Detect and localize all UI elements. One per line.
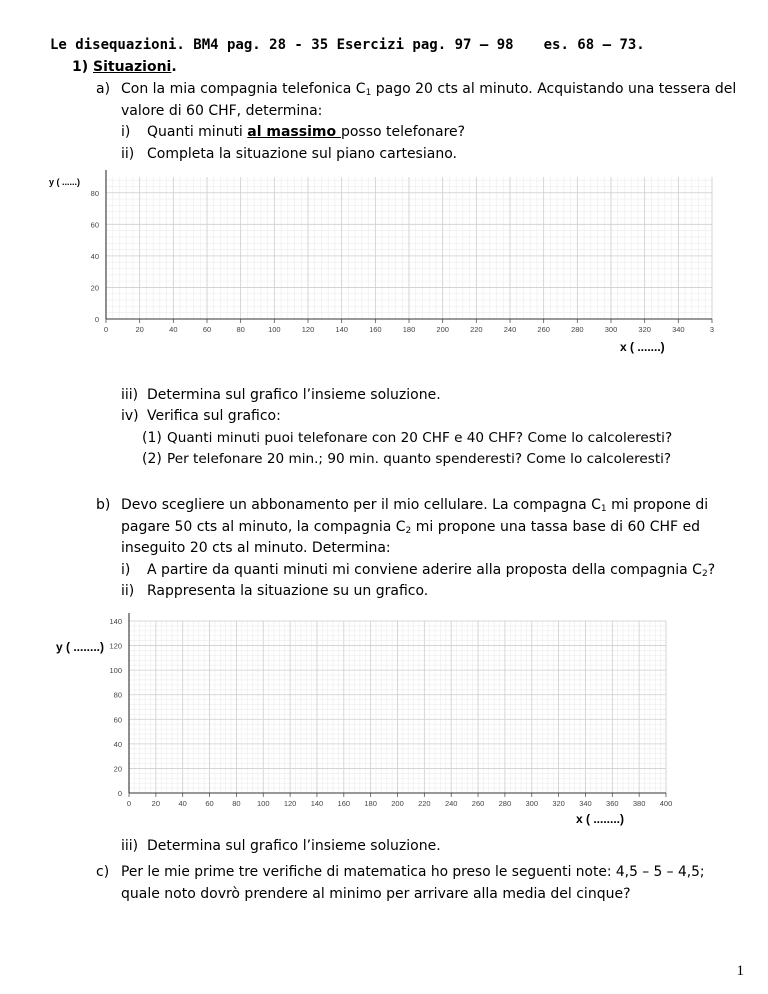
- b-i-before: A partire da quanti minuti mi conviene aderire alla proposta della compagnia C: [147, 562, 702, 578]
- b-i-after: ?: [707, 562, 716, 578]
- a-i-after: posso telefonare?: [340, 124, 466, 140]
- exercise-b-line1: [121, 497, 708, 514]
- section-label: Situazioni: [93, 59, 172, 75]
- a-ii-num: ii): [121, 146, 135, 162]
- a-iii-num: iii): [121, 387, 139, 403]
- a-iv-1-text: Quanti minuti puoi telefonare con 20 CHF e 40 CHF? Come lo calcoleresti?: [167, 430, 673, 446]
- chart-a-y-tick-label: 40: [90, 251, 99, 261]
- b-i-sub: 2: [701, 569, 708, 579]
- title-text: Le disequazioni. BM4 pag. 28 - 35 Esercizi pag. 97 – 98: [50, 37, 514, 53]
- a-iv-1-num: (1): [142, 430, 162, 446]
- a-ii-text: Completa la situazione sul piano cartesiano.: [147, 146, 457, 162]
- chart-a-y-tick-label: 80: [90, 188, 99, 198]
- chart-b-x-tick-label: 260: [471, 799, 485, 808]
- chart-a-x-tick-label: 120: [301, 325, 315, 334]
- section-heading: [72, 59, 177, 75]
- exercise-a-line2: valore di 60 CHF, determina:: [121, 103, 323, 119]
- a-iv-text: Verifica sul grafico:: [147, 408, 281, 424]
- chart-b-grid: [0, 608, 768, 830]
- chart-b-x-tick-label: 340: [579, 799, 592, 808]
- chart-b-y-tick-label: 60: [113, 715, 122, 725]
- chart-a-x-tick-label: 280: [571, 325, 584, 334]
- chart-b-x-tick-label: 20: [151, 799, 161, 808]
- chart-b-x-tick-label: 80: [232, 799, 241, 808]
- exercise-c-label: c): [96, 864, 110, 880]
- chart-b-x-tick-label: 120: [283, 799, 297, 808]
- chart-a-x-tick-label: 0: [103, 325, 109, 334]
- chart-b-x-tick-label: 160: [337, 799, 351, 808]
- chart-a-x-tick-label: 60: [202, 325, 212, 334]
- chart-a-x-tick-label: 340: [672, 325, 685, 334]
- chart-a-ylabel: y ( ......): [49, 177, 81, 187]
- chart-a-x-tick-label: 100: [268, 325, 281, 334]
- chart-b-x-tick-label: 0: [126, 799, 132, 808]
- chart-b-x-tick-label: 240: [444, 799, 458, 808]
- chart-b-x-tick-label: 140: [310, 799, 324, 808]
- b-ii-num: ii): [121, 583, 135, 599]
- chart-a-x-tick-label: 320: [638, 325, 651, 334]
- a-iv-num: iv): [121, 408, 139, 424]
- b-iii-text: Determina sul grafico l’insieme soluzione.: [147, 838, 441, 854]
- exercise-b-label: b): [96, 497, 111, 513]
- chart-b-x-tick-label: 220: [418, 799, 431, 808]
- exercise-a-label: a): [96, 81, 111, 97]
- chart-b-y-tick-label: 100: [109, 666, 122, 676]
- chart-b-y-tick-label: 0: [117, 789, 122, 798]
- chart-b-x-tick-label: 180: [364, 799, 377, 808]
- a-i-underlined: al massimo: [247, 124, 341, 140]
- b-l2-sub: 2: [405, 526, 412, 536]
- a-i-before: Quanti minuti: [147, 124, 248, 140]
- chart-b-y-tick-label: 140: [109, 617, 122, 626]
- chart-a-xlabel: x ( .......): [620, 340, 665, 354]
- chart-b-xlabel: x ( ........): [576, 812, 625, 826]
- exercise-c-line2: quale noto dovrò prendere al minimo per arrivare alla media del cinque?: [121, 886, 631, 902]
- chart-a-x-tick-label: 80: [236, 325, 245, 334]
- a-i-question: [147, 124, 465, 140]
- chart-a-x-tick-label: 220: [470, 325, 483, 334]
- chart-a-y-tick-label: 60: [90, 220, 99, 230]
- chart-b-x-tick-label: 200: [391, 799, 404, 808]
- chart-b-x-tick-label: 400: [659, 799, 673, 808]
- chart-b-x-tick-label: 280: [498, 799, 512, 808]
- chart-a-x-tick-label: 240: [503, 325, 517, 334]
- chart-a-x-tick-label: 40: [169, 325, 178, 334]
- exercise-b-line2: [121, 519, 700, 536]
- chart-a-x-tick-label: 140: [335, 325, 348, 334]
- a-text1-before: Con la mia compagnia telefonica C: [121, 81, 366, 97]
- chart-b-x-tick-label: 320: [552, 799, 565, 808]
- chart-a-x-tick-label: 300: [604, 325, 618, 334]
- chart-a-x-tick-label: 160: [369, 325, 382, 334]
- a-iv-2-text: Per telefonare 20 min.; 90 min. quanto spenderesti? Come lo calcoleresti?: [167, 451, 672, 467]
- b-i-question: [147, 562, 715, 579]
- b-i-num: i): [121, 562, 131, 578]
- b-l2-after: mi propone una tassa base di 60 CHF ed: [411, 519, 701, 535]
- chart-a-x-tick-label: 180: [402, 325, 416, 334]
- page-number: 1: [736, 963, 744, 979]
- b-l1-sub: 1: [600, 504, 607, 514]
- chart-b-x-tick-label: 300: [525, 799, 539, 808]
- b-l1-after: mi propone di: [606, 497, 709, 513]
- exercise-a-line1: [121, 81, 736, 98]
- chart-b-x-tick-label: 60: [205, 799, 214, 808]
- b-l1-before: Devo scegliere un abbonamento per il mio cellulare. La compagna C: [121, 497, 601, 513]
- chart-a-x-tick-label: 20: [135, 325, 144, 334]
- chart-b-y-tick-label: 20: [113, 764, 122, 774]
- section-number: 1): [72, 59, 89, 75]
- b-l2-before: pagare 50 cts al minuto, la compagnia C: [121, 519, 406, 535]
- title-exercises: es. 68 – 73.: [543, 37, 645, 53]
- chart-a-y-tick-label: 20: [90, 283, 99, 293]
- chart-b-y-tick-label: 40: [113, 739, 122, 749]
- chart-a-x-tick-label: 200: [436, 325, 449, 334]
- a-text1-after: pago 20 cts al minuto. Acquistando una tessera del: [371, 81, 737, 97]
- chart-a-grid: [0, 170, 768, 360]
- section-dot: .: [171, 59, 177, 75]
- chart-b-y-tick-label: 80: [113, 690, 122, 700]
- b-ii-text: Rappresenta la situazione su un grafico.: [147, 583, 429, 599]
- chart-a-y-tick-label: 0: [94, 315, 99, 324]
- chart-b-y-tick-label: 120: [109, 641, 122, 651]
- chart-a-x-tick-label: 260: [537, 325, 550, 334]
- chart-b-x-tick-label: 360: [606, 799, 619, 808]
- chart-a-x-tick-label: 3: [709, 325, 715, 334]
- a-iv-2-num: (2): [142, 451, 162, 467]
- a-iii-text: Determina sul grafico l’insieme soluzione.: [147, 387, 441, 403]
- a-i-num: i): [121, 124, 131, 140]
- a-text1-sub: 1: [365, 88, 372, 98]
- chart-b-x-tick-label: 40: [178, 799, 187, 808]
- exercise-c-line1: Per le mie prime tre verifiche di matematica ho preso le seguenti note: 4,5 – 5 – 4,5;: [121, 864, 705, 880]
- exercise-b-line3: inseguito 20 cts al minuto. Determina:: [121, 540, 391, 556]
- chart-b-x-tick-label: 100: [256, 799, 270, 808]
- b-iii-num: iii): [121, 838, 139, 854]
- chart-b-x-tick-label: 380: [632, 799, 646, 808]
- page-title: [50, 37, 645, 53]
- chart-b-ylabel: y ( ........): [56, 640, 105, 654]
